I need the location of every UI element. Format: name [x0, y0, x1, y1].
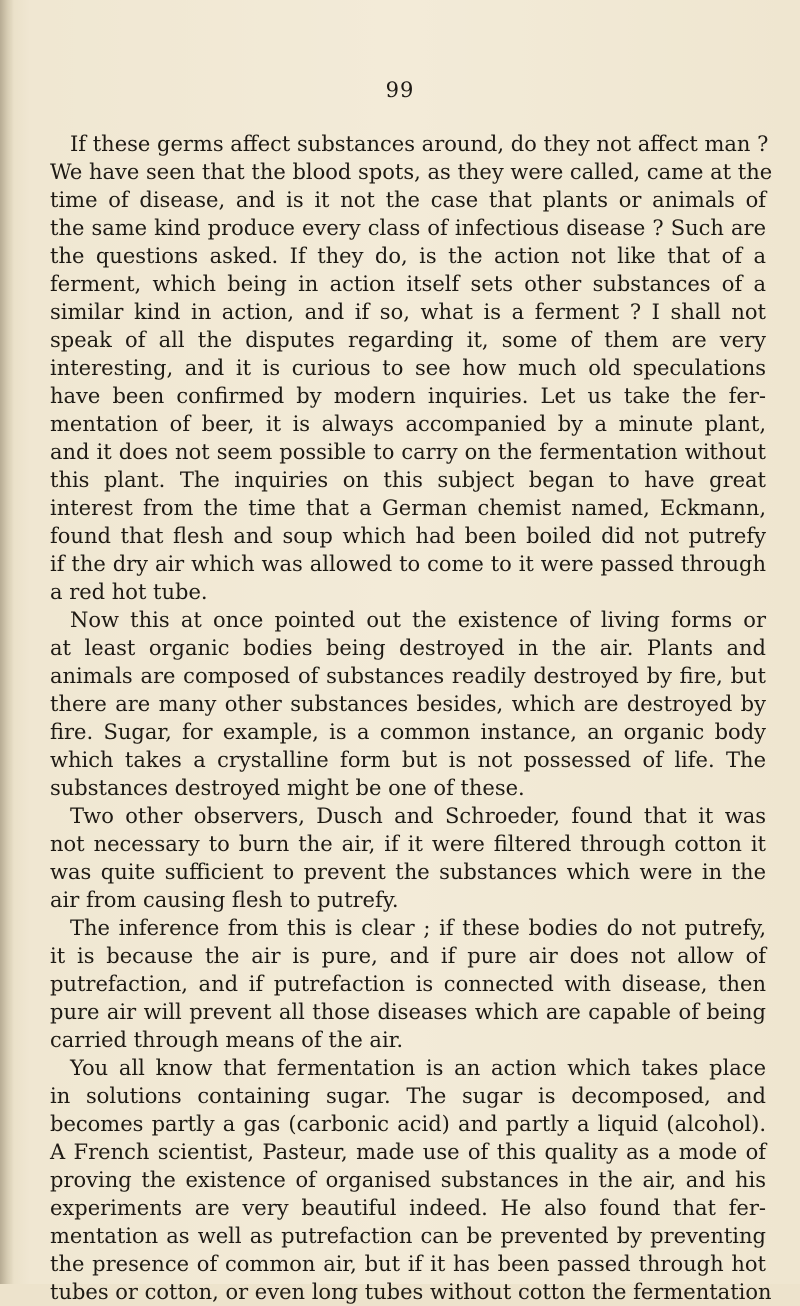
page-number: 99	[385, 78, 415, 102]
text-line: putrefaction, and if putrefaction is connected with disease, then	[50, 972, 766, 996]
text-line: was quite sufficient to prevent the substances which were in the	[50, 860, 766, 884]
text-line: fire. Sugar, for example, is a common instance, an organic body	[50, 720, 766, 744]
text-line: have been confirmed by modern inquiries. Let us take the fer-	[50, 384, 766, 408]
text-line: A French scientist, Pasteur, made use of this quality as a mode of	[50, 1140, 766, 1164]
text-line: air from causing flesh to putrefy.	[50, 888, 399, 912]
text-line: interesting, and it is curious to see how much old speculations	[50, 356, 766, 380]
text-line: mentation as well as putrefaction can be prevented by preventing	[50, 1224, 766, 1248]
text-line: ferment, which being in action itself sets other substances of a	[50, 272, 766, 296]
text-line: mentation of beer, it is always accompanied by a minute plant,	[50, 412, 766, 436]
text-line: speak of all the disputes regarding it, some of them are very	[50, 328, 766, 352]
text-line: experiments are very beautiful indeed. He also found that fer-	[50, 1196, 766, 1220]
text-line: tubes or cotton, or even long tubes without cotton the fermentation	[50, 1280, 772, 1304]
text-line: not necessary to burn the air, if it were filtered through cotton it	[50, 832, 766, 856]
text-line: the presence of common air, but if it has been passed through hot	[50, 1252, 766, 1276]
text-line: if the dry air which was allowed to come to it were passed through	[50, 552, 766, 576]
text-line: Two other observers, Dusch and Schroeder, found that it was	[70, 804, 766, 828]
text-line: it is because the air is pure, and if pure air does not allow of	[50, 944, 766, 968]
text-line: a red hot tube.	[50, 580, 208, 604]
text-line: becomes partly a gas (carbonic acid) and partly a liquid (alcohol).	[50, 1112, 766, 1136]
text-line: there are many other substances besides, which are destroyed by	[50, 692, 766, 716]
text-line: the questions asked. If they do, is the action not like that of a	[50, 244, 766, 268]
body-text	[50, 130, 773, 1306]
text-line: substances destroyed might be one of these.	[50, 776, 525, 800]
text-line: time of disease, and is it not the case that plants or animals of	[50, 188, 766, 212]
text-line: If these germs affect substances around, do they not affect man ?	[70, 132, 769, 156]
text-line: similar kind in action, and if so, what is a ferment ? I shall not	[50, 300, 766, 324]
text-line: found that flesh and soup which had been boiled did not putrefy	[50, 524, 766, 548]
text-line: at least organic bodies being destroyed in the air. Plants and	[50, 636, 766, 660]
text-line: Now this at once pointed out the existence of living forms or	[70, 608, 766, 632]
page-gutter-shadow	[0, 0, 14, 1284]
text-line: We have seen that the blood spots, as they were called, came at the	[50, 160, 773, 184]
text-line: and it does not seem possible to carry on the fermentation without	[50, 440, 766, 464]
text-line: in solutions containing sugar. The sugar is decomposed, and	[50, 1084, 766, 1108]
text-line: animals are composed of substances readily destroyed by fire, but	[50, 664, 766, 688]
text-line: You all know that fermentation is an action which takes place	[70, 1056, 766, 1080]
text-line: interest from the time that a German chemist named, Eckmann,	[50, 496, 766, 520]
text-line: pure air will prevent all those diseases which are capable of being	[50, 1000, 766, 1024]
text-line: proving the existence of organised substances in the air, and his	[50, 1168, 766, 1192]
text-line: the same kind produce every class of infectious disease ? Such are	[50, 216, 766, 240]
text-line: this plant. The inquiries on this subject began to have great	[50, 468, 766, 492]
text-line: which takes a crystalline form but is not possessed of life. The	[50, 748, 766, 772]
text-line: carried through means of the air.	[50, 1028, 404, 1052]
text-line: The inference from this is clear ; if these bodies do not putrefy,	[70, 916, 766, 940]
